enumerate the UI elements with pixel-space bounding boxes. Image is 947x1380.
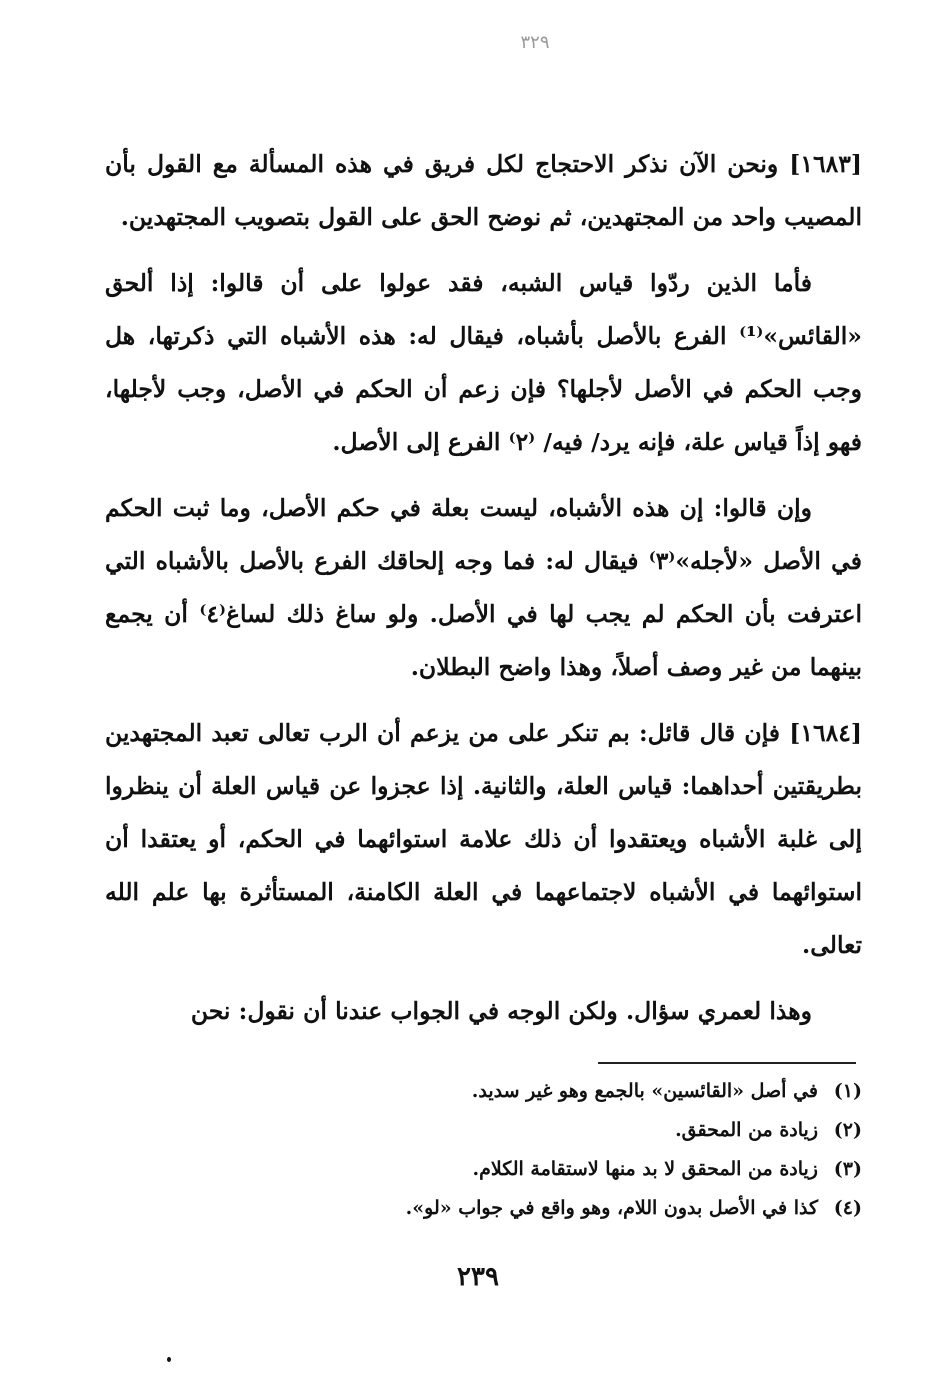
paragraph-ashbah-rebuttal: وإن قالوا: إن هذه الأشباه، ليست بعلة في حكم الأصل، وما ثبت الحكم في الأصل «لأجله»⁽٣⁾ فيقال له: فما وجه إلحاقك الفرع بالأصل بالأشباه التي اعترفت بأن الحكم لم يجب لها في الأصل. ولو ساغ ذلك لساغ⁽٤⁾ أن يجمع بينهما من غير وصف أصلاً، وهذا واضح البطلان. — [105, 494, 863, 681]
main-text — [105, 138, 862, 1051]
footnote-number: (٣) — [833, 1158, 862, 1180]
page-number: ٢٣٩ — [457, 1262, 499, 1292]
scan-speck — [167, 1357, 171, 1362]
footnote-divider — [598, 1062, 856, 1064]
footnotes — [260, 1072, 862, 1228]
footnote-number: (٤) — [833, 1197, 862, 1219]
footnote-4 — [260, 1189, 862, 1228]
footnote-2 — [260, 1111, 862, 1150]
margin-annotation: ٣٢٩ — [520, 32, 550, 53]
footnote-number: (١) — [833, 1080, 862, 1102]
footnote-text: في أصل «القائسين» بالجمع وهو غير سديد. — [471, 1080, 818, 1102]
paragraph-shabah-argument: فأما الذين ردّوا قياس الشبه، فقد عولوا على أن قالوا: إذا ألحق «القائس»⁽¹⁾ الفرع بالأصل بأشباه، فيقال له: هذه الأشباه التي ذكرتها، هل وجب الحكم في الأصل لأجلها؟ فإن زعم أن الحكم في الأصل، وجب لأجلها، فهو إذاً قياس علة، فإنه يرد/ فيه/ ⁽٢⁾ الفرع إلى الأصل. — [105, 269, 862, 456]
footnote-text: زيادة من المحقق لا بد منها لاستقامة الكلام. — [472, 1158, 818, 1180]
footnote-text: كذا في الأصل بدون اللام، وهو واقع في جواب «لو». — [405, 1197, 818, 1219]
paragraph-answer-start: وهذا لعمري سؤال. ولكن الوجه في الجواب عندنا أن نقول: نحن — [190, 997, 812, 1025]
footnote-1 — [260, 1072, 862, 1111]
footnote-3 — [260, 1150, 862, 1189]
paragraph-1684: [١٦٨٤] فإن قال قائل: بم تنكر على من يزعم أن الرب تعالى تعبد المجتهدين بطريقتين أحداهما: قياس العلة، والثانية. إذا عجزوا عن قياس العلة أن ينظروا إلى غلبة الأشباه ويعتقدوا أن ذلك علامة استوائهما في الحكم، أو يعتقدا أن استوائهما في الأشباه لاجتماعهما في العلة الكامنة، المستأثرة بها علم الله تعالى. — [105, 719, 862, 959]
paragraph-1683: [١٦٨٣] ونحن الآن نذكر الاحتجاج لكل فريق في هذه المسألة مع القول بأن المصيب واحد من المجتهدين، ثم نوضح الحق على القول بتصويب المجتهدين. — [105, 150, 862, 231]
footnote-number: (٢) — [833, 1119, 862, 1141]
footnote-text: زيادة من المحقق. — [675, 1119, 818, 1141]
